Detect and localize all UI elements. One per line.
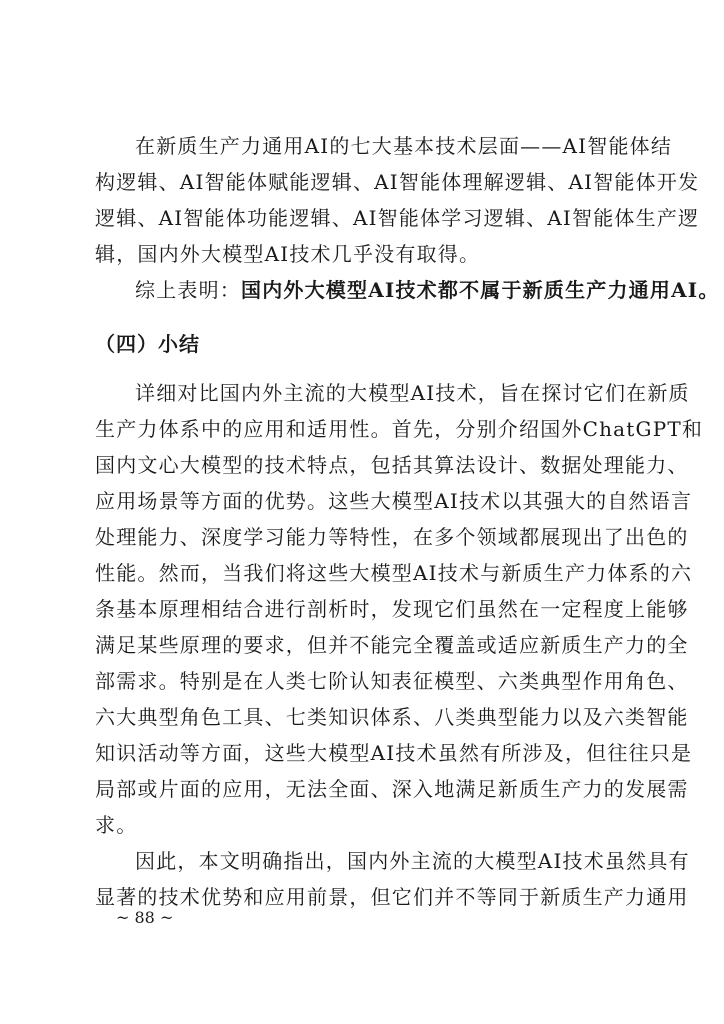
paragraph-line: 因此，本文明确指出，国内外主流的大模型AI技术虽然具有 bbox=[135, 849, 690, 873]
paragraph-line: 生产力体系中的应用和适用性。首先，分别介绍国外ChatGPT和 bbox=[95, 417, 704, 441]
conclusion-statement: 国内外大模型AI技术都不属于新质生产力通用AI。 bbox=[241, 278, 720, 302]
paragraph-line: 满足某些原理的要求，但并不能完全覆盖或适应新质生产力的全 bbox=[95, 633, 689, 657]
page-number: ~ 88 ~ bbox=[116, 908, 174, 927]
paragraph-line: 部需求。特别是在人类七阶认知表征模型、六类典型作用角色、 bbox=[95, 669, 689, 693]
paragraph-line: 国内文心大模型的技术特点，包括其算法设计、数据处理能力、 bbox=[95, 453, 689, 477]
paragraph-line: 处理能力、深度学习能力等特性，在多个领域都展现出了出色的 bbox=[95, 525, 689, 549]
paragraph-line: 知识活动等方面，这些大模型AI技术虽然有所涉及，但往往只是 bbox=[95, 741, 693, 765]
paragraph-line: 详细对比国内外主流的大模型AI技术，旨在探讨它们在新质 bbox=[135, 381, 690, 405]
paragraph-line: 求。 bbox=[95, 813, 138, 837]
conclusion-line bbox=[135, 278, 720, 302]
paragraph-line: 在新质生产力通用AI的七大基本技术层面——AI智能体结 bbox=[135, 134, 673, 158]
paragraph-line: 应用场景等方面的优势。这些大模型AI技术以其强大的自然语言 bbox=[95, 489, 693, 513]
paragraph-line: 性能。然而，当我们将这些大模型AI技术与新质生产力体系的六 bbox=[95, 561, 693, 585]
paragraph-line: 逻辑、AI智能体功能逻辑、AI智能体学习逻辑、AI智能体生产逻 bbox=[95, 206, 700, 230]
paragraph-line: 显著的技术优势和应用前景，但它们并不等同于新质生产力通用 bbox=[95, 885, 689, 909]
paragraph-line: 六大典型角色工具、七类知识体系、八类典型能力以及六类智能 bbox=[95, 705, 689, 729]
paragraph-line: 局部或片面的应用，无法全面、深入地满足新质生产力的发展需 bbox=[95, 777, 689, 801]
paragraph-line: 辑，国内外大模型AI技术几乎没有取得。 bbox=[95, 242, 481, 266]
conclusion-prefix: 综上表明： bbox=[135, 278, 241, 302]
section-heading: （四）小结 bbox=[95, 332, 200, 356]
paragraph-line: 条基本原理相结合进行剖析时，发现它们虽然在一定程度上能够 bbox=[95, 597, 689, 621]
paragraph-line: 构逻辑、AI智能体赋能逻辑、AI智能体理解逻辑、AI智能体开发 bbox=[95, 170, 700, 194]
